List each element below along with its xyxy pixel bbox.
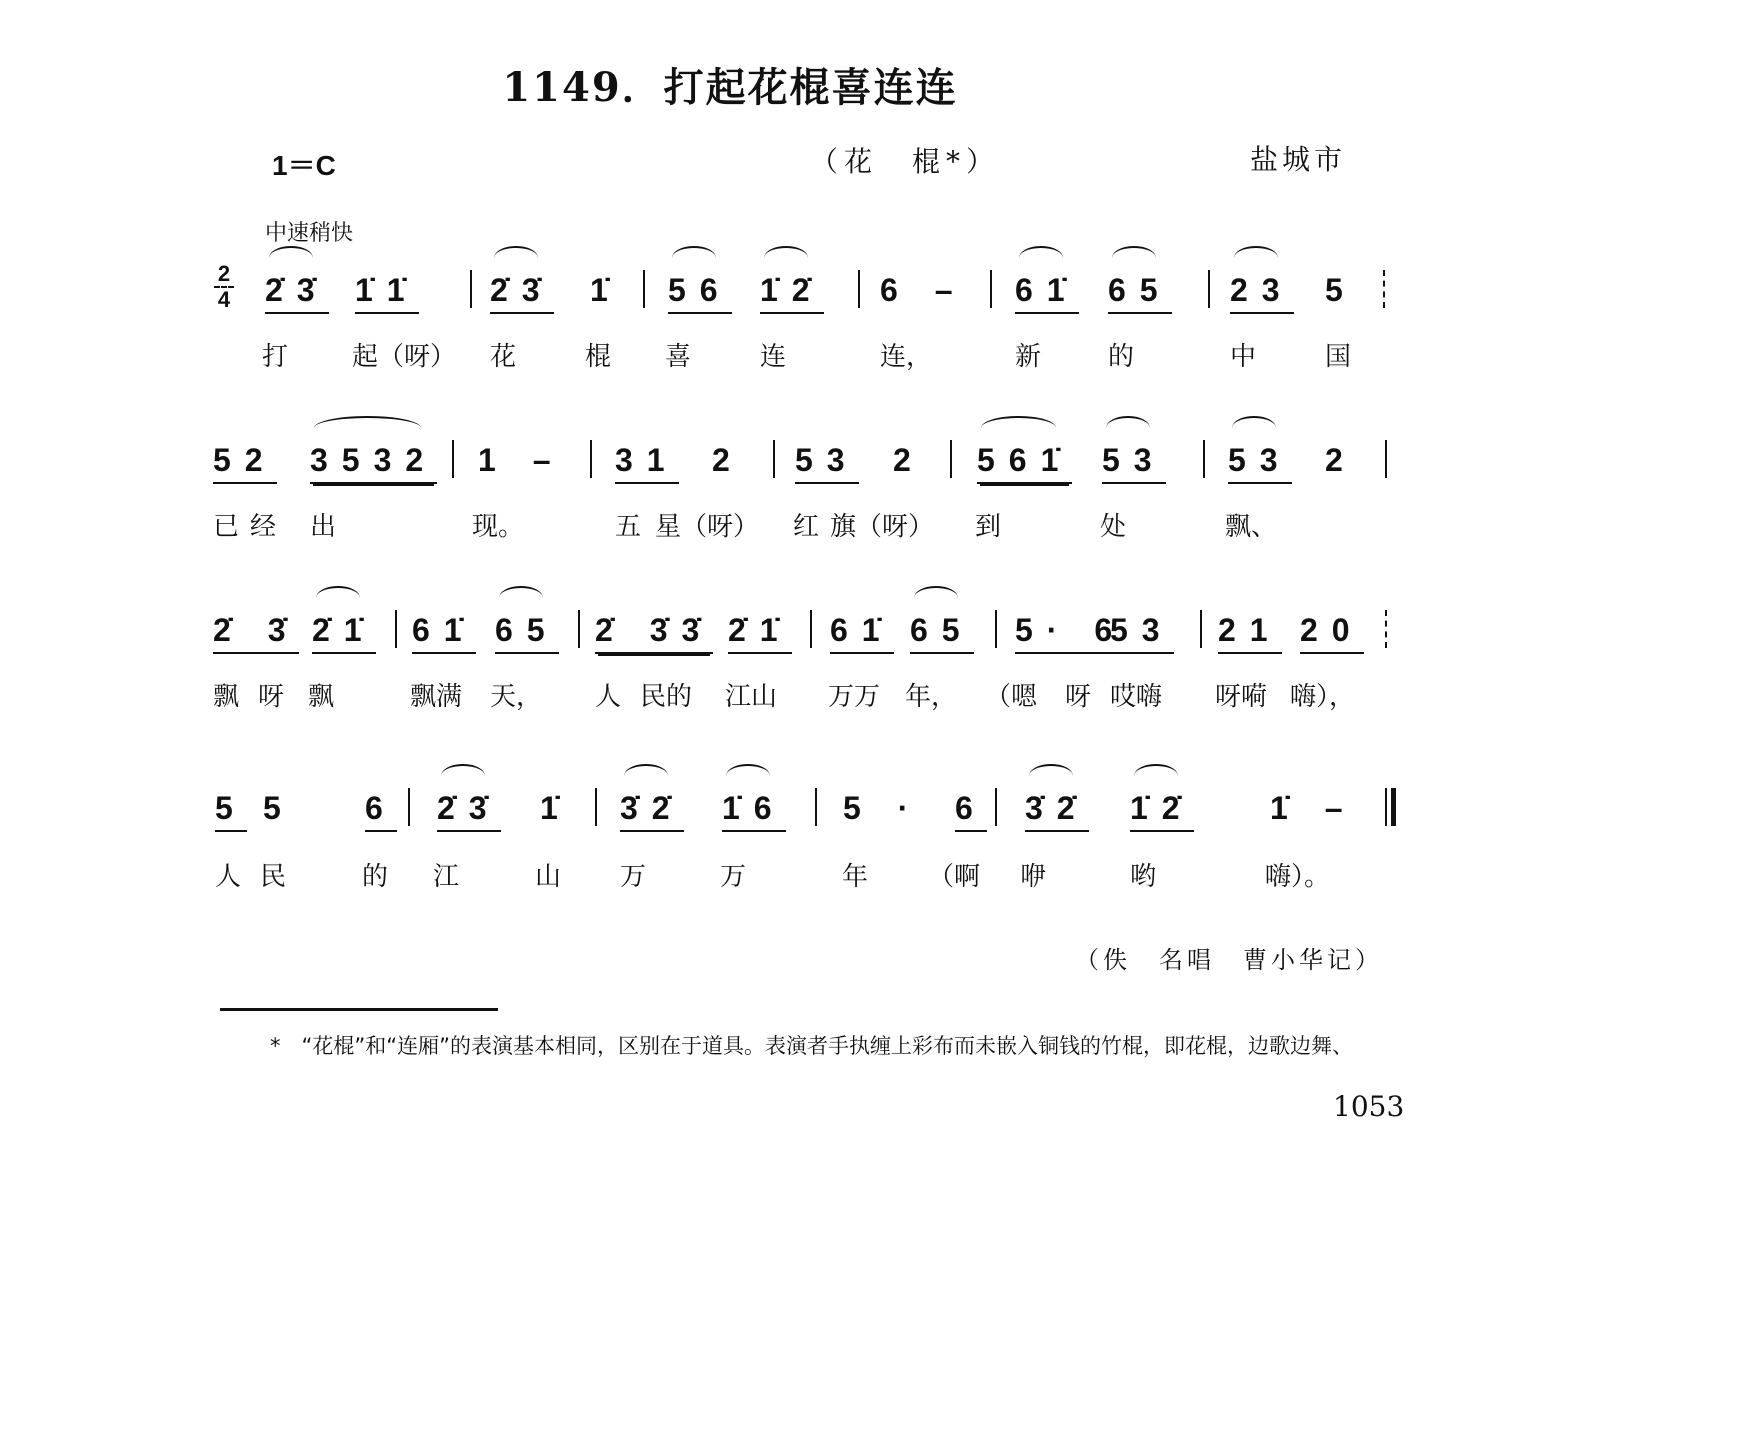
bar-line	[950, 440, 952, 478]
note-text: 1̇1̇	[355, 272, 419, 308]
note-group	[215, 790, 247, 832]
lyric-word: 红	[793, 512, 820, 542]
lyric-word: 棍	[585, 342, 612, 372]
lyric-word: 打	[262, 342, 289, 372]
note-group	[495, 612, 559, 654]
bar-line	[990, 270, 992, 308]
slur-mark	[316, 586, 360, 610]
lyric-word: 人	[595, 682, 622, 712]
note-group	[1325, 272, 1357, 308]
page-number: 1053	[1333, 1090, 1405, 1123]
note-text: 21	[1218, 612, 1282, 648]
note-group	[1230, 272, 1294, 314]
lyric-word: 人	[215, 862, 242, 892]
lyric-word: 江	[433, 862, 460, 892]
note-group	[365, 790, 397, 832]
lyric-word: 中	[1230, 342, 1257, 372]
footnote-divider	[220, 1008, 498, 1011]
note-text: 2̇3̇	[490, 272, 554, 308]
note-group	[620, 790, 684, 832]
lyric-word: 万	[620, 862, 647, 892]
note-text: 3̇2̇	[620, 790, 684, 826]
note-group	[1218, 612, 1282, 654]
lyric-word: 江山	[725, 682, 778, 712]
slur-mark	[726, 764, 770, 788]
note-text: 2	[893, 442, 925, 478]
bar-line	[773, 440, 775, 478]
note-text: 2	[1325, 442, 1357, 478]
lyric-word: 呀嗬	[1215, 682, 1268, 712]
note-group	[540, 790, 572, 826]
note-group	[1130, 790, 1194, 832]
lyric-word: （嗯	[985, 682, 1038, 712]
note-text: 2̇ 3̇	[213, 612, 300, 648]
lyric-word: 到	[975, 512, 1002, 542]
note-text: 1 –	[478, 442, 565, 478]
note-group	[1300, 612, 1364, 654]
bar-line	[590, 440, 592, 478]
note-group	[355, 272, 419, 314]
slur-mark	[1134, 764, 1178, 788]
lyric-word: 嗨）。	[1265, 862, 1331, 892]
note-text: 5	[1325, 272, 1357, 308]
bar-line	[595, 788, 597, 826]
time-signature	[214, 262, 234, 312]
note-group	[437, 790, 501, 832]
note-group	[712, 442, 744, 478]
note-text: 3532	[310, 442, 438, 478]
note-text: 5 ·	[843, 790, 923, 826]
bar-line	[1385, 610, 1387, 648]
lyric-word: 呀	[1065, 682, 1092, 712]
lyric-word: （啊	[928, 862, 981, 892]
bar-line	[1385, 440, 1387, 478]
lyric-word: 花	[490, 342, 517, 372]
lyric-word: 喜	[665, 342, 692, 372]
bar-line	[858, 270, 860, 308]
lyric-word: 处	[1100, 512, 1127, 542]
note-group	[668, 272, 732, 314]
note-group	[595, 612, 713, 654]
note-text: 52	[213, 442, 277, 478]
note-group	[213, 612, 299, 654]
note-group	[263, 790, 295, 826]
note-text: 31	[615, 442, 679, 478]
note-text: 5	[263, 790, 295, 826]
note-group	[760, 272, 824, 314]
note-text: 53	[1228, 442, 1292, 478]
note-text: 6	[955, 790, 987, 826]
bar-line	[1200, 610, 1202, 648]
slur-mark	[1029, 764, 1073, 788]
tempo-marking: 中速稍快	[265, 221, 354, 246]
note-text: 2̇1̇	[728, 612, 792, 648]
lyric-word: 呀	[258, 682, 285, 712]
note-group	[312, 612, 376, 654]
slur-mark	[624, 764, 668, 788]
slur-mark	[269, 246, 313, 270]
lyric-word: 咿	[1020, 862, 1047, 892]
lyric-word: 山	[535, 862, 562, 892]
bar-line	[452, 440, 454, 478]
note-text: 23	[1230, 272, 1294, 308]
note-group	[977, 442, 1072, 484]
note-group	[910, 612, 974, 654]
lyric-word: 飘	[308, 682, 335, 712]
note-text: 53	[795, 442, 859, 478]
note-group	[1228, 442, 1292, 484]
note-text: 1̇6	[722, 790, 786, 826]
slur-mark	[981, 416, 1056, 440]
genre-label: （花 棍*）	[810, 145, 1001, 178]
lyric-word: 年	[842, 862, 869, 892]
bar-line	[995, 610, 997, 648]
bar-line	[1208, 270, 1210, 308]
note-group	[722, 790, 786, 832]
note-group	[478, 442, 564, 478]
note-group	[830, 612, 894, 654]
note-text: 2	[712, 442, 744, 478]
lyric-word: 飘满	[410, 682, 463, 712]
note-text: 56	[668, 272, 732, 308]
note-group	[1108, 272, 1172, 314]
note-group	[880, 272, 966, 308]
note-text: 2̇3̇	[437, 790, 501, 826]
footnote: * “花棍”和“连厢”的表演基本相同，区别在于道具。表演者手执缠上彩布而未嵌入铜钱的竹棍，即花棍，边歌边舞、	[270, 1034, 1354, 1058]
lyric-word: 出	[310, 512, 337, 542]
note-group	[1270, 790, 1356, 826]
note-text: 2̇3̇	[265, 272, 329, 308]
lyric-word: 旗（呀）	[830, 512, 935, 542]
note-text: 65	[1108, 272, 1172, 308]
lyric-word: 哎嗨	[1110, 682, 1163, 712]
note-text: 6	[365, 790, 397, 826]
note-group	[310, 442, 437, 484]
lyric-word: 连，	[880, 342, 933, 372]
note-text: 6 –	[880, 272, 967, 308]
bar-line	[1383, 270, 1385, 308]
lyric-word: 嗨），	[1290, 682, 1356, 712]
slur-mark	[672, 246, 716, 270]
slur-mark	[1234, 246, 1278, 270]
note-group	[1325, 442, 1357, 478]
lyric-word: 万万	[828, 682, 881, 712]
bar-line	[408, 788, 410, 826]
lyric-word: 飘、	[1225, 512, 1278, 542]
slur-mark	[914, 586, 958, 610]
note-text: 1̇2̇	[1130, 790, 1194, 826]
lyric-word: 哟	[1130, 862, 1157, 892]
final-bar-line	[1385, 788, 1396, 826]
note-text: 61̇	[830, 612, 894, 648]
note-group	[1015, 272, 1079, 314]
lyric-word: 天，	[490, 682, 543, 712]
note-group	[490, 272, 554, 314]
lyric-word: 国	[1325, 342, 1352, 372]
lyric-word: 的	[362, 862, 389, 892]
time-signature-top: 2	[214, 262, 234, 288]
slur-mark	[1106, 416, 1150, 440]
bar-line	[810, 610, 812, 648]
note-group	[590, 272, 622, 308]
note-text: 1̇	[590, 272, 622, 308]
lyric-word: 经	[250, 512, 277, 542]
slur-mark	[441, 764, 485, 788]
lyric-word: 飘	[213, 682, 240, 712]
note-group	[213, 442, 277, 484]
note-group	[412, 612, 476, 654]
note-group	[955, 790, 987, 832]
origin-place: 盐城市	[1250, 143, 1347, 176]
lyric-word: 的	[1108, 342, 1135, 372]
bar-line	[470, 270, 472, 308]
bar-line	[578, 610, 580, 648]
note-group	[728, 612, 792, 654]
lyric-word: 起（呀）	[352, 342, 457, 372]
slur-mark	[1112, 246, 1156, 270]
key-signature: 1＝C	[272, 150, 336, 181]
slur-mark	[764, 246, 808, 270]
lyric-word: 已	[213, 512, 240, 542]
note-text: 65	[495, 612, 559, 648]
bar-line	[815, 788, 817, 826]
lyric-word: 五	[615, 512, 642, 542]
note-text: 2̇1̇	[312, 612, 376, 648]
note-text: 53	[1110, 612, 1174, 648]
bar-line	[995, 788, 997, 826]
note-group	[265, 272, 329, 314]
note-group	[1110, 612, 1174, 654]
note-text: 61̇	[412, 612, 476, 648]
song-title: 1149．打起花棍喜连连	[502, 64, 958, 111]
note-text: 5· 6	[1015, 612, 1127, 648]
slur-mark	[314, 416, 421, 440]
note-text: 5	[215, 790, 247, 826]
note-text: 61̇	[1015, 272, 1079, 308]
slur-mark	[494, 246, 538, 270]
time-signature-bottom: 4	[217, 287, 231, 312]
note-text: 2̇ 3̇3̇	[595, 612, 714, 648]
note-group	[843, 790, 922, 826]
note-text: 1̇ –	[1270, 790, 1357, 826]
slur-mark	[1019, 246, 1063, 270]
note-text: 1̇	[540, 790, 572, 826]
lyric-word: 连	[760, 342, 787, 372]
note-text: 53	[1102, 442, 1166, 478]
note-group	[893, 442, 925, 478]
lyric-word: 万	[720, 862, 747, 892]
slur-mark	[499, 586, 543, 610]
note-group	[1025, 790, 1089, 832]
note-text: 3̇2̇	[1025, 790, 1089, 826]
bar-line	[1203, 440, 1205, 478]
lyric-word: 星（呀）	[655, 512, 760, 542]
note-text: 65	[910, 612, 974, 648]
note-group	[795, 442, 859, 484]
bar-line	[395, 610, 397, 648]
lyric-word: 现。	[472, 512, 525, 542]
lyric-word: 年，	[905, 682, 958, 712]
note-text: 20	[1300, 612, 1364, 648]
slur-mark	[1232, 416, 1276, 440]
note-group	[615, 442, 679, 484]
note-text: 1̇2̇	[760, 272, 824, 308]
credit-line: （佚 名唱 曹小华记）	[1075, 946, 1383, 974]
lyric-word: 民的	[640, 682, 693, 712]
lyric-word: 新	[1015, 342, 1042, 372]
bar-line	[643, 270, 645, 308]
note-group	[1102, 442, 1166, 484]
note-text: 561̇	[977, 442, 1073, 478]
lyric-word: 民	[260, 862, 287, 892]
